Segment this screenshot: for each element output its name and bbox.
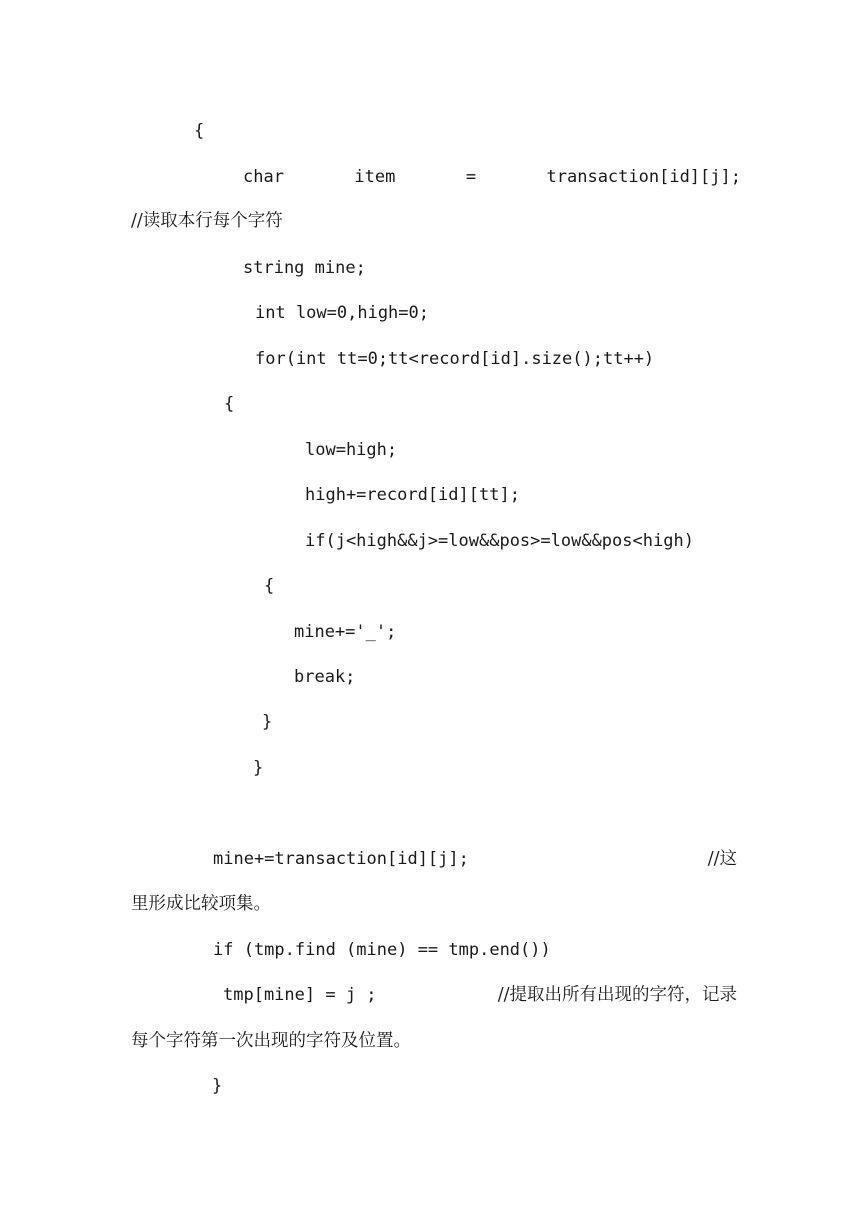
code-tmp-mine: tmp[mine] = j ;: [223, 985, 377, 1005]
token-char: char: [243, 167, 284, 187]
code-comment-this: //这: [707, 849, 737, 869]
code-line-break: break;: [294, 667, 356, 687]
token-equals: =: [465, 167, 477, 187]
code-line-open-brace: {: [194, 121, 205, 141]
code-comment-read-char: //读取本行每个字符: [131, 211, 283, 231]
code-comment-extract: //提取出所有出现的字符，记录: [497, 985, 737, 1005]
code-line-open-brace-2: {: [224, 394, 235, 414]
code-line-char-item: [243, 166, 741, 188]
code-line-tmp-assign: [223, 984, 737, 1006]
code-comment-form-itemset: 里形成比较项集。: [131, 894, 271, 914]
token-transaction: transaction[id][j];: [546, 167, 741, 187]
code-line-close-brace-3: }: [262, 712, 273, 732]
token-item: item: [354, 167, 396, 187]
code-line-string-mine: string mine;: [243, 258, 366, 278]
code-comment-first-occurrence: 每个字符第一次出现的字符及位置。: [131, 1031, 411, 1051]
code-line-low-assign: low=high;: [305, 440, 398, 460]
code-line-int-low-high: int low=0,high=0;: [255, 303, 429, 323]
code-line-close-brace-2: }: [253, 758, 264, 778]
code-line-open-brace-3: {: [264, 576, 275, 596]
code-line-close-brace-final: }: [212, 1076, 223, 1096]
code-line-if-find: if (tmp.find (mine) == tmp.end()): [213, 940, 551, 960]
code-mine-transaction: mine+=transaction[id][j];: [213, 849, 469, 869]
code-line-mine-underscore: mine+='_';: [294, 622, 397, 642]
code-line-if-range: if(j<high&&j>=low&&pos>=low&&pos<high): [305, 531, 694, 551]
code-line-high-add: high+=record[id][tt];: [305, 485, 520, 505]
code-line-mine-transaction: [213, 848, 737, 870]
code-line-for-loop: for(int tt=0;tt<record[id].size();tt++): [255, 349, 655, 369]
